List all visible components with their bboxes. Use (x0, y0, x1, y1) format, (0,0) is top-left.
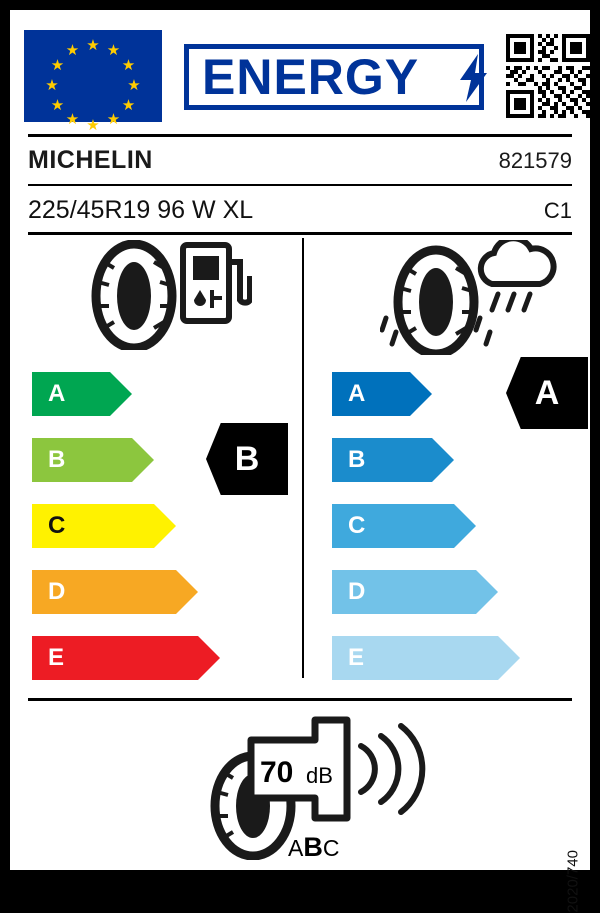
divider-top (28, 134, 572, 137)
fuel-grade-C-letter: C (48, 512, 66, 539)
wet-grade-C-letter: C (348, 512, 366, 539)
tyre-class: C1 (543, 198, 572, 223)
wet-grip-selected-grade-letter: A (534, 374, 560, 412)
regulation-reference: 2020/740 (565, 850, 582, 913)
wet-grip-pictogram (380, 240, 560, 355)
energy-wordmark: ENERGY (202, 49, 420, 105)
divider-size (28, 232, 572, 235)
fuel-grade-E (32, 636, 198, 680)
noise-class-a: A (288, 835, 304, 861)
fuel-grade-A-letter: A (48, 380, 66, 407)
divider-brand (28, 184, 572, 186)
noise-value: 70 (260, 756, 294, 789)
wet-grade-D (332, 570, 476, 614)
wet-grip-selected-grade (506, 357, 588, 429)
wet-grade-B (332, 438, 432, 482)
qr-code-icon (506, 34, 590, 118)
tyre-size: 225/45R19 96 W XL (28, 196, 254, 224)
fuel-grade-D-letter: D (48, 578, 66, 605)
fuel-pump-icon (180, 242, 252, 324)
noise-class-scale (288, 832, 339, 863)
fuel-grade-A (32, 372, 110, 416)
fuel-grade-C (32, 504, 154, 548)
lightning-bolt-icon (458, 54, 488, 102)
fuel-selected-grade-letter: B (234, 440, 260, 478)
model-code: 821579 (498, 148, 572, 173)
fuel-selected-grade (206, 423, 288, 495)
column-divider (302, 238, 304, 678)
noise-class-selected: B (303, 832, 323, 862)
fuel-grade-B (32, 438, 132, 482)
brand-name: MICHELIN (28, 146, 153, 174)
wet-grade-E-letter: E (348, 644, 365, 671)
wet-grade-E (332, 636, 498, 680)
label-header (24, 24, 576, 134)
fuel-grade-D (32, 570, 176, 614)
divider-noise (28, 698, 572, 701)
wet-grade-A-letter: A (348, 380, 366, 407)
noise-class-c: C (322, 835, 340, 861)
rain-cloud-icon (472, 240, 558, 318)
eu-flag-icon: ★ ★ ★ ★ ★ ★ ★ ★ ★ ★ ★ ★ (24, 30, 162, 122)
wet-grade-C (332, 504, 454, 548)
wet-grade-A (332, 372, 410, 416)
fuel-grade-E-letter: E (48, 644, 65, 671)
fuel-pictogram (80, 240, 260, 350)
tyre-energy-label (10, 10, 590, 913)
noise-unit: dB (306, 763, 333, 788)
wet-grade-D-letter: D (348, 578, 366, 605)
wet-grade-B-letter: B (348, 446, 366, 473)
fuel-grade-B-letter: B (48, 446, 66, 473)
